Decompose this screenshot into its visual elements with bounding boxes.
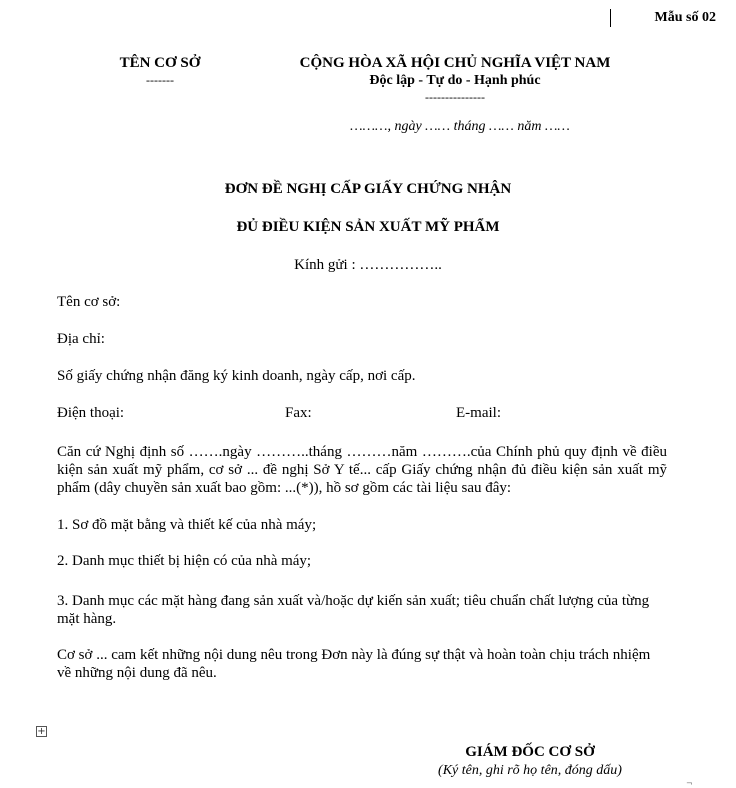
move-handle-icon[interactable]: +	[37, 726, 46, 737]
document-title-line-2: ĐỦ ĐIỀU KIỆN SẢN XUẤT MỸ PHẨM	[236, 219, 500, 235]
addressee-line: Kính gửi : ……………..	[294, 257, 442, 273]
document-item-2: 2. Danh mục thiết bị hiện có của nhà máy;	[57, 553, 312, 569]
field-phone: Điện thoại:	[57, 405, 125, 421]
national-motto: Độc lập - Tự do - Hạnh phúc	[369, 73, 541, 88]
page-corner-mark: ¬	[686, 779, 693, 788]
signature-note: (Ký tên, ghi rõ họ tên, đóng dấu)	[438, 763, 622, 778]
field-fax: Fax:	[285, 405, 312, 421]
field-email: E-mail:	[456, 405, 501, 421]
commitment-paragraph: Cơ sở ... cam kết những nội dung nêu trong Đơn này là đúng sự thật và hoàn toàn chịu trách nhiệm về những nội dung đã nêu.	[57, 647, 651, 681]
form-code: Mẫu số 02	[654, 10, 716, 25]
motto-underline: ---------------	[425, 90, 485, 104]
document-item-3: 3. Danh mục các mặt hàng đang sản xuất và/hoặc dự kiến sản xuất; tiêu chuẩn chất lượng của từng mặt hàng.	[57, 593, 650, 627]
country-heading: CỘNG HÒA XÃ HỘI CHỦ NGHĨA VIỆT NAM	[299, 55, 611, 71]
field-org-name: Tên cơ sở:	[57, 294, 121, 310]
basis-paragraph: Căn cứ Nghị định số …….ngày ………..tháng ………năm ……….của Chính phủ quy định về điều kiện sản xuất mỹ phẩm, cơ sở ... đề nghị Sở Y tế... cấp Giấy chứng nhận đủ điều kiện sản xuất mỹ phẩm (dây chuyền sản xuất bao gồm: ...(*)), hồ sơ gồm các tài liệu sau đây:	[57, 444, 667, 496]
org-name: TÊN CƠ SỞ	[119, 55, 201, 71]
field-address: Địa chỉ:	[57, 331, 105, 347]
field-business-license: Số giấy chứng nhận đăng ký kinh doanh, ngày cấp, nơi cấp.	[57, 368, 416, 384]
document-item-1: 1. Sơ đồ mặt bằng và thiết kế của nhà máy;	[57, 517, 317, 533]
text-cursor	[610, 9, 611, 27]
document-title-line-1: ĐƠN ĐỀ NGHỊ CẤP GIẤY CHỨNG NHẬN	[224, 181, 512, 197]
signature-title: GIÁM ĐỐC CƠ SỞ	[465, 744, 595, 760]
place-date-line: ………, ngày …… tháng …… năm ……	[350, 119, 570, 134]
org-name-underline: -------	[146, 73, 174, 87]
